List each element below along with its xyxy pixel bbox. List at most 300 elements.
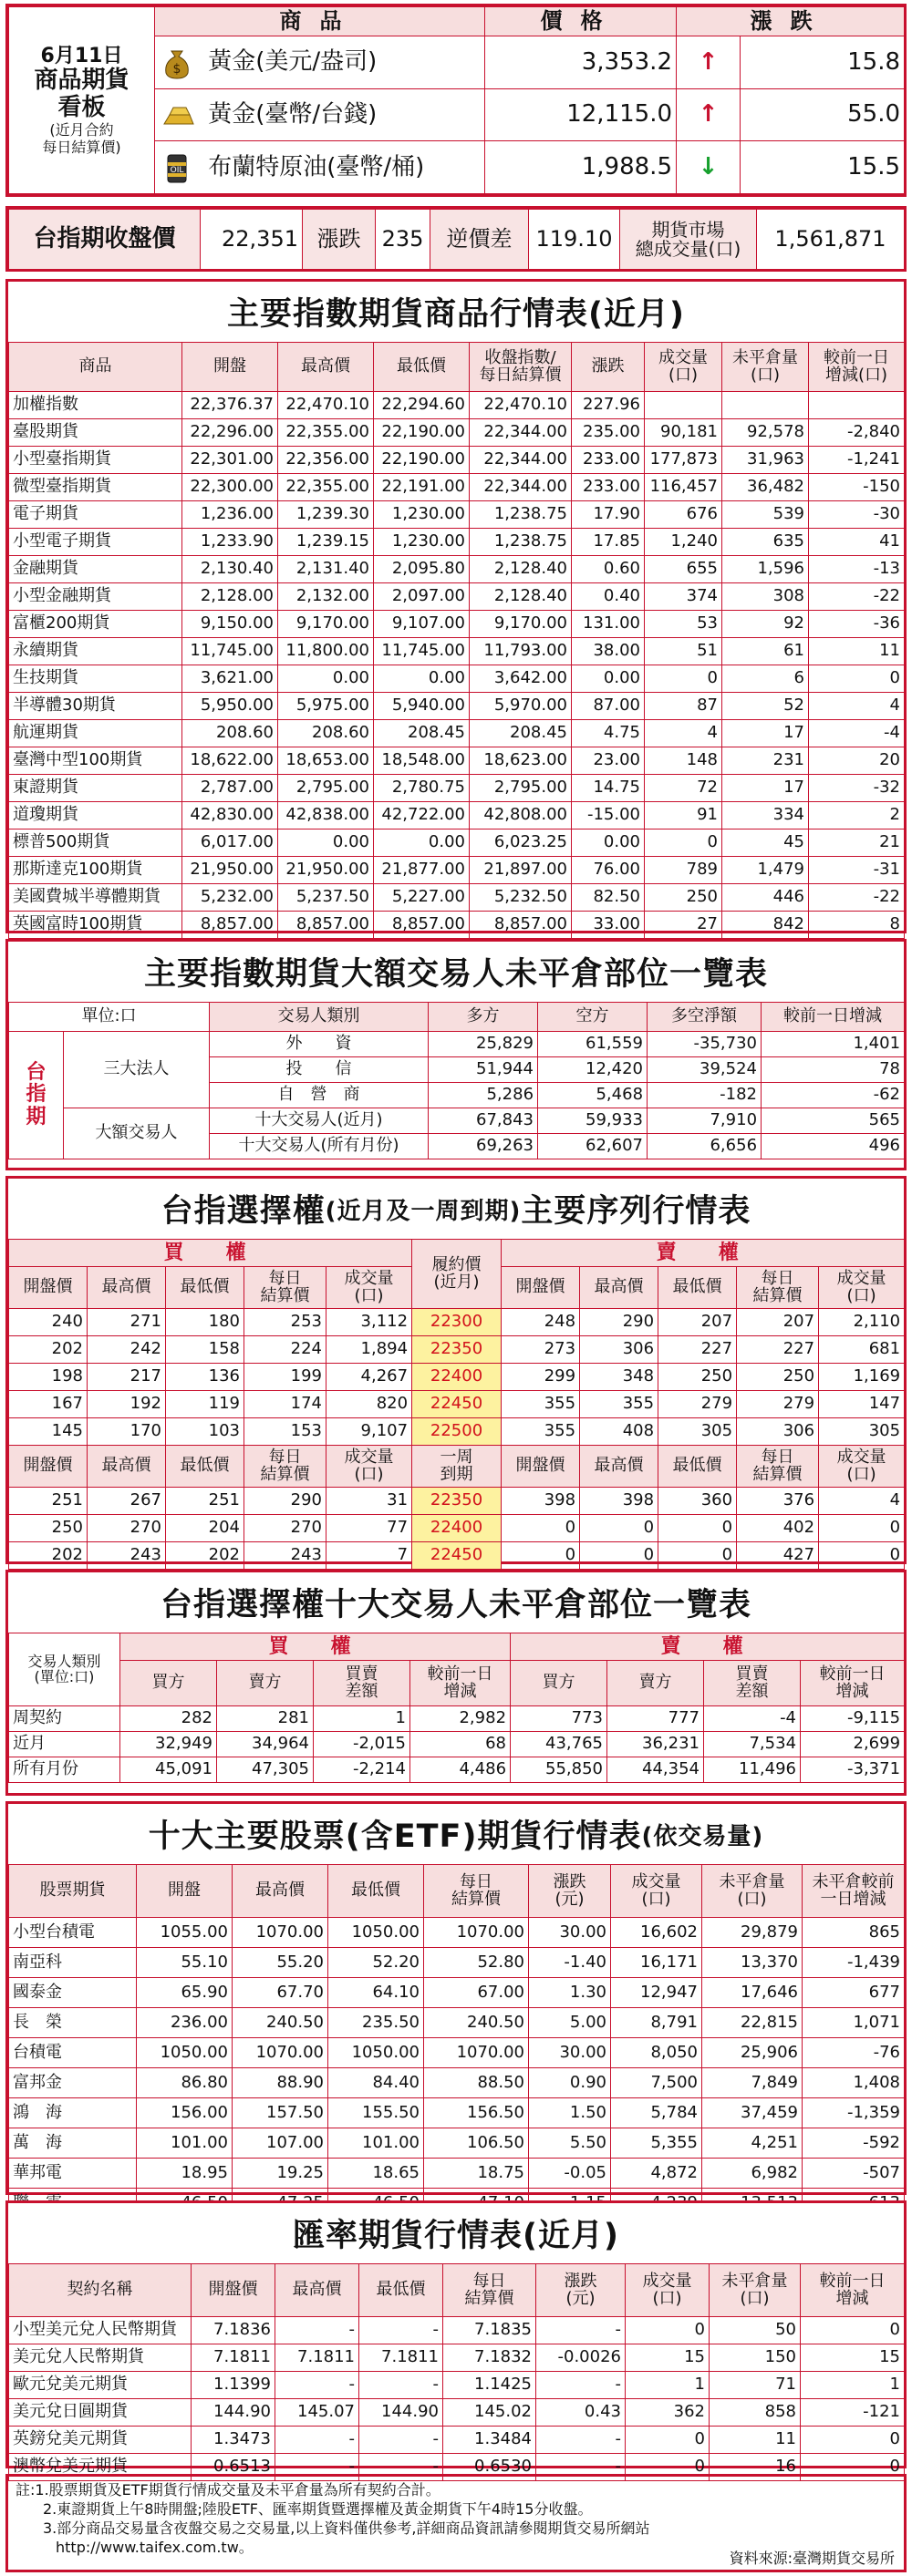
cell-value: 18.75 — [424, 2159, 529, 2189]
cell-value: 243 — [244, 1542, 326, 1570]
cell-value: 208.45 — [374, 720, 470, 747]
cell-value: 192 — [88, 1391, 166, 1418]
cell-value: 11,793.00 — [470, 638, 572, 665]
column-header: 最高價 — [233, 1865, 328, 1918]
commodity-change: 15.5 — [741, 141, 905, 194]
cell-value: 1070.00 — [424, 2038, 529, 2068]
commodity-name: 黃金(臺幣/台錢) — [208, 100, 378, 129]
column-header: 開盤價 — [9, 1267, 88, 1309]
row-label: 小型臺指期貨 — [9, 447, 182, 474]
table-row — [9, 583, 905, 611]
options-series-table — [8, 1239, 905, 1570]
cell-value: 4,486 — [410, 1757, 511, 1783]
cell-value: - — [359, 2317, 443, 2344]
cell-value: 0 — [645, 665, 722, 693]
table-row — [9, 611, 905, 638]
cell-value: 30.00 — [529, 1918, 611, 1948]
cell-value: 253 — [244, 1309, 326, 1336]
cell-value: 150 — [710, 2344, 801, 2372]
table-row — [9, 693, 905, 720]
table-row — [9, 1309, 905, 1336]
strike-price: 22300 — [412, 1309, 502, 1336]
board-sub-1: (近月合約 — [49, 121, 114, 139]
cell-value: 231 — [722, 747, 809, 775]
row-label: 萬 海 — [9, 2128, 137, 2159]
column-header: 每日 結算價 — [244, 1446, 326, 1488]
cell-value: 21 — [809, 829, 905, 857]
cell-value: 1070.00 — [424, 1918, 529, 1948]
cell-value: -121 — [801, 2399, 905, 2427]
section-title-main: 台指選擇權 — [161, 1193, 326, 1230]
cell-value: 5,975.00 — [278, 693, 374, 720]
cell-value: 1,230.00 — [374, 501, 470, 529]
cell-value: 147 — [819, 1391, 905, 1418]
short-value: 62,607 — [538, 1134, 648, 1159]
board-sub-2: 每日結算價) — [42, 138, 121, 156]
column-header: 每日 結算價 — [737, 1267, 819, 1309]
column-header: 漲跌 — [572, 343, 645, 392]
column-header: 成交量 (口) — [819, 1267, 905, 1309]
column-header: 收盤指數/ 每日結算價 — [470, 343, 572, 392]
cell-value: -15.00 — [572, 802, 645, 829]
cell-value: 21,950.00 — [182, 857, 278, 884]
cell-value: 408 — [580, 1418, 658, 1446]
fx-futures-table — [8, 2263, 905, 2481]
cell-value: 0.00 — [572, 829, 645, 857]
cell-value: 308 — [722, 583, 809, 611]
header-change: 漲跌 — [677, 7, 905, 36]
column-header: 最低價 — [658, 1446, 737, 1488]
cell-value: 427 — [737, 1542, 819, 1570]
corner-label: 交易人類別 (單位:口) — [9, 1633, 120, 1706]
cell-value: 2,780.75 — [374, 775, 470, 802]
cell-value: 88.50 — [424, 2068, 529, 2098]
cell-value: 1,236.00 — [182, 501, 278, 529]
cell-value: 5,970.00 — [470, 693, 572, 720]
cell-value: 156.00 — [137, 2098, 233, 2128]
table-row — [9, 2399, 905, 2427]
cell-value: -13 — [809, 556, 905, 583]
total-volume-label — [620, 210, 757, 270]
cell-value: 7,534 — [704, 1732, 801, 1757]
net-value: 7,910 — [648, 1108, 762, 1134]
cell-value: 1,408 — [803, 2068, 905, 2098]
column-header: 成交量 (口) — [326, 1446, 412, 1488]
column-header: 開盤價 — [192, 2264, 275, 2317]
cell-value: 4 — [645, 720, 722, 747]
column-header: 成交量 (口) — [326, 1267, 412, 1309]
table-row — [9, 1391, 905, 1418]
cell-value: 18,548.00 — [374, 747, 470, 775]
cell-value: 87.00 — [572, 693, 645, 720]
cell-value: 86.80 — [137, 2068, 233, 2098]
cell-value: 362 — [626, 2399, 710, 2427]
cell-value: 208.60 — [278, 720, 374, 747]
cell-value: 270 — [244, 1515, 326, 1542]
column-header: 最低價 — [374, 343, 470, 392]
cell-value: 144.90 — [359, 2399, 443, 2427]
taiex-close-value: 22,351 — [201, 210, 303, 270]
cell-value: 2,982 — [410, 1706, 511, 1732]
cell-value — [809, 392, 905, 419]
cell-value: 41 — [809, 529, 905, 556]
cell-value: 0 — [580, 1542, 658, 1570]
cell-value: 4 — [819, 1488, 905, 1515]
cell-value: 53 — [645, 611, 722, 638]
cell-value: 233.00 — [572, 474, 645, 501]
cell-value: 11,745.00 — [182, 638, 278, 665]
strike-price: 22450 — [412, 1391, 502, 1418]
row-label: 富邦金 — [9, 2068, 137, 2098]
trader-type: 十大交易人(近月) — [210, 1108, 429, 1134]
cell-value: 0 — [626, 2317, 710, 2344]
table-row — [9, 556, 905, 583]
section-title-small: (近月及一周到期) — [325, 1197, 522, 1225]
cell-value: 251 — [166, 1488, 244, 1515]
commodity-row — [155, 88, 485, 141]
data-source: 資料來源:臺灣期貨交易所 — [729, 2549, 895, 2567]
cell-value: 68 — [410, 1732, 511, 1757]
cell-value: 2,128.00 — [182, 583, 278, 611]
cell-value: 0.00 — [278, 829, 374, 857]
cell-value: 47,305 — [217, 1757, 314, 1783]
cell-value: 290 — [580, 1309, 658, 1336]
cell-value: 42,830.00 — [182, 802, 278, 829]
table-row — [9, 857, 905, 884]
cell-value: 170 — [88, 1418, 166, 1446]
cell-value: 2,699 — [801, 1732, 905, 1757]
change-value: 496 — [762, 1134, 905, 1159]
cell-value: 635 — [722, 529, 809, 556]
cell-value: 15 — [626, 2344, 710, 2372]
cell-value: - — [536, 2454, 626, 2481]
cell-value: 1.50 — [529, 2098, 611, 2128]
cell-value: 1,230.00 — [374, 529, 470, 556]
row-label: 近月 — [9, 1732, 120, 1757]
row-label: 歐元兌美元期貨 — [9, 2372, 192, 2399]
cell-value: 2,095.80 — [374, 556, 470, 583]
cell-value: 22,190.00 — [374, 419, 470, 447]
cell-value: 0 — [658, 1515, 737, 1542]
cell-value: 398 — [502, 1488, 580, 1515]
commodity-name: 黃金(美元/盎司) — [208, 47, 378, 76]
cell-value: 677 — [803, 1978, 905, 2008]
cell-value: 17.85 — [572, 529, 645, 556]
taiex-basis-label: 逆價差 — [430, 210, 529, 270]
cell-value: - — [359, 2427, 443, 2454]
cell-value: 355 — [580, 1391, 658, 1418]
cell-value: 0 — [819, 1542, 905, 1570]
table-row — [9, 912, 905, 939]
index-futures-section — [5, 279, 907, 933]
cell-value: 22,470.10 — [278, 392, 374, 419]
commodity-price: 12,115.0 — [485, 88, 677, 141]
cell-value: 84.40 — [328, 2068, 424, 2098]
row-label: 那斯達克100期貨 — [9, 857, 182, 884]
cell-value: 50 — [710, 2317, 801, 2344]
long-value: 51,944 — [429, 1057, 538, 1083]
change-value: 565 — [762, 1108, 905, 1134]
cell-value: 11 — [710, 2427, 801, 2454]
cell-value: 250 — [658, 1364, 737, 1391]
cell-value: -4 — [704, 1706, 801, 1732]
cell-value: 8,857.00 — [470, 912, 572, 939]
cell-value: 8,857.00 — [182, 912, 278, 939]
cell-value: 446 — [722, 884, 809, 912]
cell-value: 198 — [9, 1364, 88, 1391]
strike-header: 履約價 (近月) — [412, 1240, 502, 1309]
cell-value: 374 — [645, 583, 722, 611]
footnote-2: 2.東證期貨上午8時開盤;陸股ETF、匯率期貨暨選擇權及黃金期貨下午4時15分收盤。 — [43, 2500, 593, 2519]
cell-value: 145 — [9, 1418, 88, 1446]
cell-value: 290 — [244, 1488, 326, 1515]
cell-value: 5,784 — [611, 2098, 702, 2128]
cell-value: 82.50 — [572, 884, 645, 912]
cell-value: 2,128.40 — [470, 556, 572, 583]
cell-value: 1070.00 — [233, 1918, 328, 1948]
column-header: 賣方 — [217, 1661, 314, 1706]
cell-value: 21,877.00 — [374, 857, 470, 884]
cell-value: -1,439 — [803, 1948, 905, 1978]
cell-value: 4,251 — [702, 2128, 803, 2159]
column-header: 買方 — [120, 1661, 217, 1706]
board-title-cell — [9, 7, 155, 194]
table-row — [9, 1948, 905, 1978]
short-value: 59,933 — [538, 1108, 648, 1134]
row-label: 半導體30期貨 — [9, 693, 182, 720]
net-value: 39,524 — [648, 1057, 762, 1083]
cell-value: 16,602 — [611, 1918, 702, 1948]
cell-value: 233.00 — [572, 447, 645, 474]
cell-value: 44,354 — [607, 1757, 704, 1783]
cell-value: 22,376.37 — [182, 392, 278, 419]
column-header: 漲跌 (元) — [529, 1865, 611, 1918]
cell-value: 217 — [88, 1364, 166, 1391]
cell-value: 360 — [658, 1488, 737, 1515]
cell-value: 865 — [803, 1918, 905, 1948]
column-header: 最低價 — [166, 1267, 244, 1309]
table-row — [9, 1706, 905, 1732]
net-value: 6,656 — [648, 1134, 762, 1159]
header-change: 較前一日增減 — [762, 1003, 905, 1032]
cell-value: 1,169 — [819, 1364, 905, 1391]
cell-value: -0.0026 — [536, 2344, 626, 2372]
cell-value: 1055.00 — [137, 1918, 233, 1948]
cell-value: 208.60 — [182, 720, 278, 747]
header-short: 空方 — [538, 1003, 648, 1032]
cell-value: 1 — [314, 1706, 410, 1732]
header-trader-type: 交易人類別 — [210, 1003, 429, 1032]
cell-value: 106.50 — [424, 2128, 529, 2159]
cell-value: 1,071 — [803, 2008, 905, 2038]
table-row — [9, 419, 905, 447]
column-header: 成交量 (口) — [626, 2264, 710, 2317]
section-title — [8, 1179, 904, 1239]
cell-value: 7.1811 — [192, 2344, 275, 2372]
cell-value: 22,344.00 — [470, 474, 572, 501]
cell-value: 6,023.25 — [470, 829, 572, 857]
cell-value: 61 — [722, 638, 809, 665]
cell-value: 29,879 — [702, 1918, 803, 1948]
table-row — [9, 1364, 905, 1391]
cell-value: 820 — [326, 1391, 412, 1418]
cell-value: 1 — [801, 2372, 905, 2399]
cell-value: 681 — [819, 1336, 905, 1364]
column-header: 最高價 — [580, 1446, 658, 1488]
strike-price: 22400 — [412, 1515, 502, 1542]
cell-value: 355 — [502, 1391, 580, 1418]
change-value: -62 — [762, 1083, 905, 1108]
cell-value: 2,097.00 — [374, 583, 470, 611]
cell-value: 204 — [166, 1515, 244, 1542]
section-title: 主要指數期貨商品行情表(近月) — [227, 296, 685, 333]
table-row — [9, 665, 905, 693]
cell-value: 8,050 — [611, 2038, 702, 2068]
cell-value: 250 — [645, 884, 722, 912]
cell-value: 16 — [710, 2454, 801, 2481]
cell-value: 236.00 — [137, 2008, 233, 2038]
cell-value: 0 — [626, 2454, 710, 2481]
cell-value: 7,500 — [611, 2068, 702, 2098]
table-row — [9, 1446, 905, 1488]
gold-bag-icon — [159, 44, 195, 80]
column-header: 較前一日 增減 — [801, 2264, 905, 2317]
table-row — [9, 501, 905, 529]
board-title-2: 看板 — [57, 94, 106, 122]
cell-value: 9,150.00 — [182, 611, 278, 638]
row-label: 美元兌人民幣期貨 — [9, 2344, 192, 2372]
section-title: 匯率期貨行情表(近月) — [293, 2218, 619, 2254]
cell-value: 227.96 — [572, 392, 645, 419]
cell-value: 243 — [88, 1542, 166, 1570]
cell-value: 21,950.00 — [278, 857, 374, 884]
section-title: 台指選擇權十大交易人未平倉部位一覽表 — [160, 1587, 751, 1623]
cell-value: 9,107.00 — [374, 611, 470, 638]
cell-value: 52.80 — [424, 1948, 529, 1978]
cell-value: 45,091 — [120, 1757, 217, 1783]
cell-value: 145.02 — [443, 2399, 536, 2427]
taifex-link[interactable]: http://www.taifex.com.tw。 — [56, 2539, 254, 2557]
cell-value: 22,344.00 — [470, 419, 572, 447]
section-title-main: 十大主要股票(含ETF)期貨行情表 — [148, 1819, 642, 1855]
cell-value: 0 — [645, 829, 722, 857]
commodity-row — [155, 36, 485, 89]
cell-value: 267 — [88, 1488, 166, 1515]
cell-value: 42,838.00 — [278, 802, 374, 829]
row-label: 航運期貨 — [9, 720, 182, 747]
cell-value: 22,355.00 — [278, 419, 374, 447]
cell-value: 2,787.00 — [182, 775, 278, 802]
options-large-trader-table — [8, 1633, 905, 1783]
cell-value: 777 — [607, 1706, 704, 1732]
cell-value: -4 — [809, 720, 905, 747]
row-label: 東證期貨 — [9, 775, 182, 802]
strike-header: 一周 到期 — [412, 1446, 502, 1488]
stock-futures-table — [8, 1864, 905, 2219]
cell-value: 355 — [502, 1418, 580, 1446]
cell-value: 306 — [580, 1336, 658, 1364]
cell-value: 1050.00 — [328, 2038, 424, 2068]
cell-value: -36 — [809, 611, 905, 638]
svg-text:OIL: OIL — [170, 165, 184, 175]
cell-value: 87 — [645, 693, 722, 720]
taiex-basis-value: 119.10 — [529, 210, 620, 270]
cell-value: 2 — [809, 802, 905, 829]
cell-value: 1.30 — [529, 1978, 611, 2008]
cell-value: 398 — [580, 1488, 658, 1515]
table-row — [9, 884, 905, 912]
cell-value: 22,355.00 — [278, 474, 374, 501]
cell-value: 64.10 — [328, 1978, 424, 2008]
cell-value: 17.90 — [572, 501, 645, 529]
cell-value: 282 — [120, 1706, 217, 1732]
cell-value: 22,191.00 — [374, 474, 470, 501]
cell-value: 7.1835 — [443, 2317, 536, 2344]
cell-value: 6 — [722, 665, 809, 693]
column-header: 較前一日 增減(口) — [809, 343, 905, 392]
cell-value: 17,646 — [702, 1978, 803, 2008]
cell-value: 0 — [801, 2427, 905, 2454]
cell-value: 2,130.40 — [182, 556, 278, 583]
cell-value: 207 — [658, 1309, 737, 1336]
column-header: 開盤價 — [502, 1446, 580, 1488]
table-row — [9, 1542, 905, 1570]
cell-value: 227 — [658, 1336, 737, 1364]
cell-value: 224 — [244, 1336, 326, 1364]
table-row — [9, 2038, 905, 2068]
column-header: 開盤價 — [502, 1267, 580, 1309]
row-label: 小型金融期貨 — [9, 583, 182, 611]
cell-value: 22,356.00 — [278, 447, 374, 474]
cell-value: 251 — [9, 1488, 88, 1515]
cell-value: 7.1811 — [359, 2344, 443, 2372]
cell-value: 12,947 — [611, 1978, 702, 2008]
row-label: 生技期貨 — [9, 665, 182, 693]
cell-value: 52.20 — [328, 1948, 424, 1978]
column-header: 未平倉較前 一日增減 — [803, 1865, 905, 1918]
table-row — [9, 1757, 905, 1783]
cell-value: 174 — [244, 1391, 326, 1418]
cell-value: 0.00 — [572, 665, 645, 693]
cell-value: 9,170.00 — [278, 611, 374, 638]
table-row — [9, 474, 905, 501]
trader-type: 投 信 — [210, 1057, 429, 1083]
table-row — [9, 1918, 905, 1948]
cell-value: 55.20 — [233, 1948, 328, 1978]
cell-value: 250 — [9, 1515, 88, 1542]
cell-value: 6,017.00 — [182, 829, 278, 857]
row-label: 標普500期貨 — [9, 829, 182, 857]
cell-value: 1,894 — [326, 1336, 412, 1364]
section-title-end: 主要序列行情表 — [521, 1193, 751, 1230]
cell-value: 0.6530 — [443, 2454, 536, 2481]
cell-value: 0.00 — [374, 665, 470, 693]
cell-value: 248 — [502, 1309, 580, 1336]
column-header: 開盤價 — [9, 1446, 88, 1488]
taiex-futures-side-label: 台指期 — [9, 1032, 64, 1159]
net-value: -35,730 — [648, 1032, 762, 1057]
cell-value: 676 — [645, 501, 722, 529]
row-label: 台積電 — [9, 2038, 137, 2068]
cell-value: 202 — [9, 1336, 88, 1364]
column-header: 買方 — [511, 1661, 607, 1706]
cell-value: 348 — [580, 1364, 658, 1391]
footnote-1: 註:1.股票期貨及ETF期貨行情成交量及未平倉量為所有契約合計。 — [16, 2481, 440, 2499]
column-header: 較前一日 增減 — [801, 1661, 905, 1706]
column-header: 最低價 — [658, 1267, 737, 1309]
cell-value: 5,232.50 — [470, 884, 572, 912]
row-label: 道瓊期貨 — [9, 802, 182, 829]
